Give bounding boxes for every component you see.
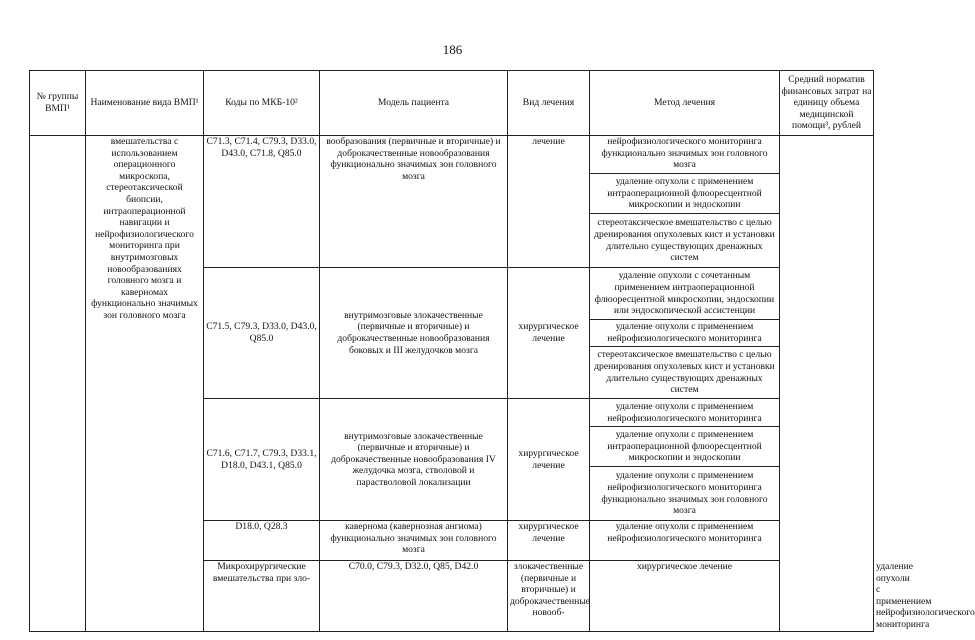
- table-row: Микрохирургические вмешательства при зло- C70.0, C79.3, D32.0, Q85, D42.0 злокачественные (первичные и вторичные) и доброкачественные новооб- хирургическое лечение удаление опухоли с применением нейрофизиологического мониторинга: [30, 561, 874, 632]
- header-model: Модель пациента: [320, 71, 508, 136]
- method-cell: удаление опухоли с сочетанным применением интраоперационной флюоресцентной микроскопии, эндоскопии или эндоскопической ассистенции: [590, 268, 780, 320]
- model-cell: внутримозговые злокачественные (первичные и вторичные) и доброкачественные новообразования боковых и III желудочков мозга: [320, 268, 508, 399]
- codes-cell: C71.5, C79.3, D33.0, D43.0, Q85.0: [204, 268, 320, 399]
- treatment-cell: лечение: [508, 136, 590, 268]
- header-norm: Средний норматив финансовых затрат на единицу объема медицинской помощи³, рублей: [780, 71, 874, 136]
- model-cell: вообразования (первичные и вторичные) и доброкачественные новообразования функционально значимых зон головного мозга: [320, 136, 508, 268]
- codes-cell: C71.6, C71.7, C79.3, D33.1, D18.0, D43.1, Q85.0: [204, 399, 320, 521]
- method-cell: нейрофизиологического мониторинга функционально значимых зон головного мозга: [590, 136, 780, 174]
- header-treatment-type: Вид лечения: [508, 71, 590, 136]
- treatment-cell: хирургическое лечение: [508, 521, 590, 561]
- header-method: Метод лечения: [590, 71, 780, 136]
- group-cell: [30, 136, 86, 632]
- method-cell: удаление опухоли с применением нейрофизиологического мониторинга функционально значимых зон головного мозга: [590, 467, 780, 521]
- method-cell: удаление опухоли с применением нейрофизиологического мониторинга: [590, 399, 780, 427]
- method-cell: стереотаксическое вмешательство с целью дренирования опухолевых кист и установки длительно существующих дренажных систем: [590, 347, 780, 399]
- codes-cell: D18.0, Q28.3: [204, 521, 320, 561]
- method-cell: удаление опухоли с применением нейрофизиологического мониторинга: [590, 320, 780, 347]
- header-group: № группы ВМП¹: [30, 71, 86, 136]
- header-name: Наименование вида ВМП¹: [86, 71, 204, 136]
- vmp-name-cell: вмешательства с использованием операционного микроскопа, стереотаксической биопсии, интраоперационной навигации и нейрофизиологического мониторинга при внутримозговых новообразованиях головного мозга и каверномах функционально значимых зон головного мозга: [86, 136, 204, 632]
- vmp-table: [29, 70, 975, 632]
- table-row: [30, 136, 874, 174]
- header-codes: Коды по МКБ-10²: [204, 71, 320, 136]
- norm-cell: [780, 136, 874, 632]
- method-cell: удаление опухоли с применением интраоперационной флюоресцентной микроскопии и эндоскопии: [590, 427, 780, 467]
- model-cell: злокачественные (первичные и вторичные) и доброкачественные новооб-: [508, 561, 590, 632]
- model-cell: кавернома (кавернозная ангиома) функционально значимых зон головного мозга: [320, 521, 508, 561]
- table-header-row: [30, 71, 874, 136]
- model-cell: внутримозговые злокачественные (первичные и вторичные) и доброкачественные новообразования IV желудочка мозга, стволовой и парастволовой локализации: [320, 399, 508, 521]
- method-cell: удаление опухоли с применением интраоперационной флюоресцентной микроскопии и эндоскопии: [590, 174, 780, 214]
- vmp-name-cell: Микрохирургические вмешательства при зло-: [204, 561, 320, 632]
- treatment-cell: хирургическое лечение: [508, 268, 590, 399]
- page-number: 186: [442, 42, 463, 57]
- codes-cell: C71.3, C71.4, C79.3, D33.0, D43.0, C71.8, Q85.0: [204, 136, 320, 268]
- codes-cell: C70.0, C79.3, D32.0, Q85, D42.0: [320, 561, 508, 632]
- method-cell: стереотаксическое вмешательство с целью дренирования опухолевых кист и установки длительно существующих дренажных систем: [590, 214, 780, 268]
- method-cell: удаление опухоли с применением нейрофизиологического мониторинга: [590, 521, 780, 561]
- treatment-cell: хирургическое лечение: [590, 561, 780, 632]
- treatment-cell: хирургическое лечение: [508, 399, 590, 521]
